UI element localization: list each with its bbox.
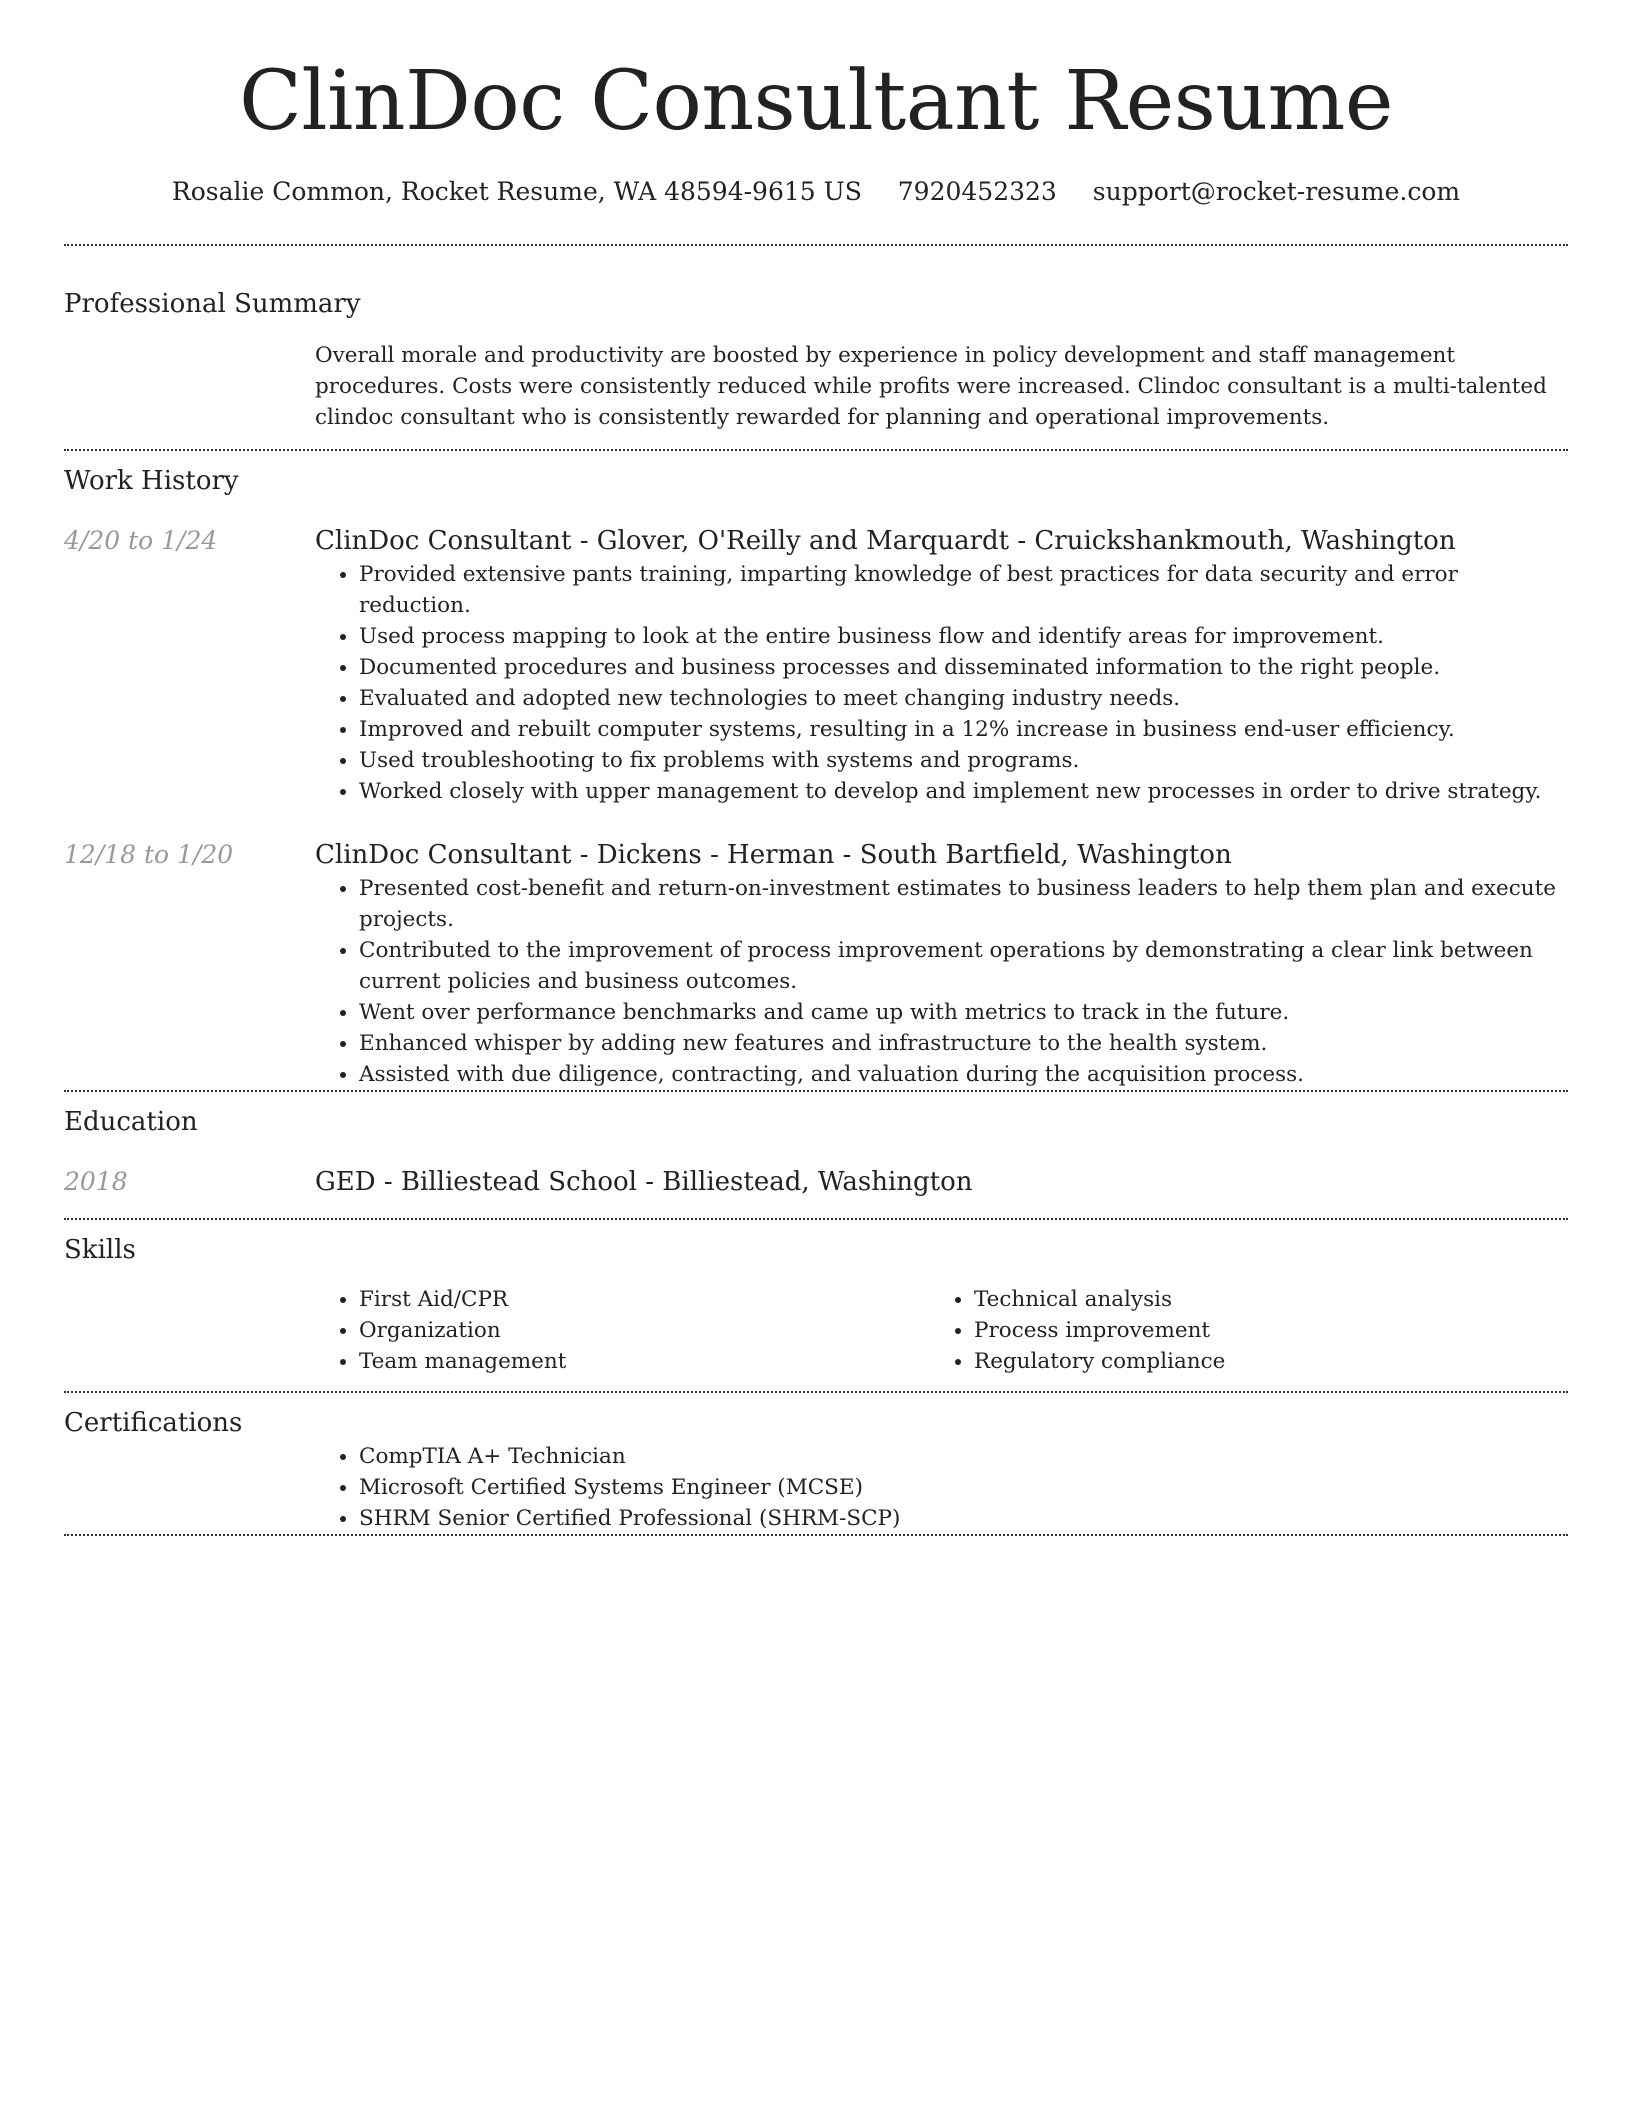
list-item: • Documented procedures and business processes and disseminated information to the right people. [359,652,1568,683]
section-divider [64,1391,1568,1393]
list-item: • Worked closely with upper management to develop and implement new processes in order to drive strategy. [359,776,1568,807]
education-entry [64,1164,1568,1200]
section-divider [64,244,1568,246]
section-divider [64,449,1568,451]
job-bullet-list [315,873,1568,1090]
education-year: 2018 [64,1167,128,1196]
list-item: • Presented cost-benefit and return-on-investment estimates to business leaders to help them plan and execute projects. [359,873,1568,935]
section-divider [64,1534,1568,1536]
list-item: • First Aid/CPR [359,1284,930,1315]
list-item: • Went over performance benchmarks and came up with metrics to track in the future. [359,997,1568,1028]
certifications-list [315,1441,1568,1534]
list-item: • Technical analysis [974,1284,1545,1315]
work-history-heading: Work History [64,466,239,496]
summary-heading: Professional Summary [64,289,361,319]
job-entry [64,837,1568,1090]
list-item: • Organization [359,1315,930,1346]
job-title: ClinDoc Consultant - Glover, O'Reilly and Marquardt - Cruickshankmouth, Washington [315,526,1456,556]
list-item: • CompTIA A+ Technician [359,1441,1568,1472]
list-item: • Used troubleshooting to fix problems with systems and programs. [359,745,1568,776]
job-dates: 4/20 to 1/24 [64,526,218,555]
skills-list-left [315,1284,930,1377]
contact-line [64,174,1568,210]
list-item: • Contributed to the improvement of process improvement operations by demonstrating a clear link between current policies and business outcomes. [359,935,1568,997]
job-dates: 12/18 to 1/20 [64,840,234,869]
list-item: • Evaluated and adopted new technologies to meet changing industry needs. [359,683,1568,714]
job-bullet-list [315,559,1568,807]
contact-address: Rosalie Common, Rocket Resume, WA 48594-9615 US [171,177,862,206]
summary-text: Overall morale and productivity are boosted by experience in policy development and staff management procedures. Costs were consistently reduced while profits were increased. Clindoc consultant is a multi-talented clindoc consultant who is consistently rewarded for planning and operational improvements. [315,343,1547,430]
list-item: • Microsoft Certified Systems Engineer (MCSE) [359,1472,1568,1503]
list-item: • Used process mapping to look at the entire business flow and identify areas for improvement. [359,621,1568,652]
summary-section [64,322,1568,449]
skills-section [64,1268,1568,1391]
section-divider [64,1218,1568,1220]
list-item: • SHRM Senior Certified Professional (SHRM-SCP) [359,1503,1568,1534]
skills-list-right [930,1284,1545,1377]
skills-heading: Skills [64,1235,136,1265]
list-item: • Team management [359,1346,930,1377]
education-title: GED - Billiestead School - Billiestead, Washington [315,1167,973,1197]
list-item: • Improved and rebuilt computer systems, resulting in a 12% increase in business end-user efficiency. [359,714,1568,745]
contact-email: support@rocket-resume.com [1092,177,1461,206]
list-item: • Provided extensive pants training, imparting knowledge of best practices for data security and error reduction. [359,559,1568,621]
certifications-heading: Certifications [64,1408,243,1438]
list-item: • Assisted with due diligence, contracting, and valuation during the acquisition process. [359,1059,1568,1090]
education-heading: Education [64,1107,198,1137]
job-title: ClinDoc Consultant - Dickens - Herman - South Bartfield, Washington [315,840,1232,870]
job-entry [64,523,1568,807]
section-divider [64,1090,1568,1092]
contact-phone: 7920452323 [897,177,1057,206]
list-item: • Enhanced whisper by adding new features and infrastructure to the health system. [359,1028,1568,1059]
certifications-section [64,1441,1568,1534]
page-title: ClinDoc Consultant Resume [239,54,1393,149]
list-item: • Process improvement [974,1315,1545,1346]
list-item: • Regulatory compliance [974,1346,1545,1377]
